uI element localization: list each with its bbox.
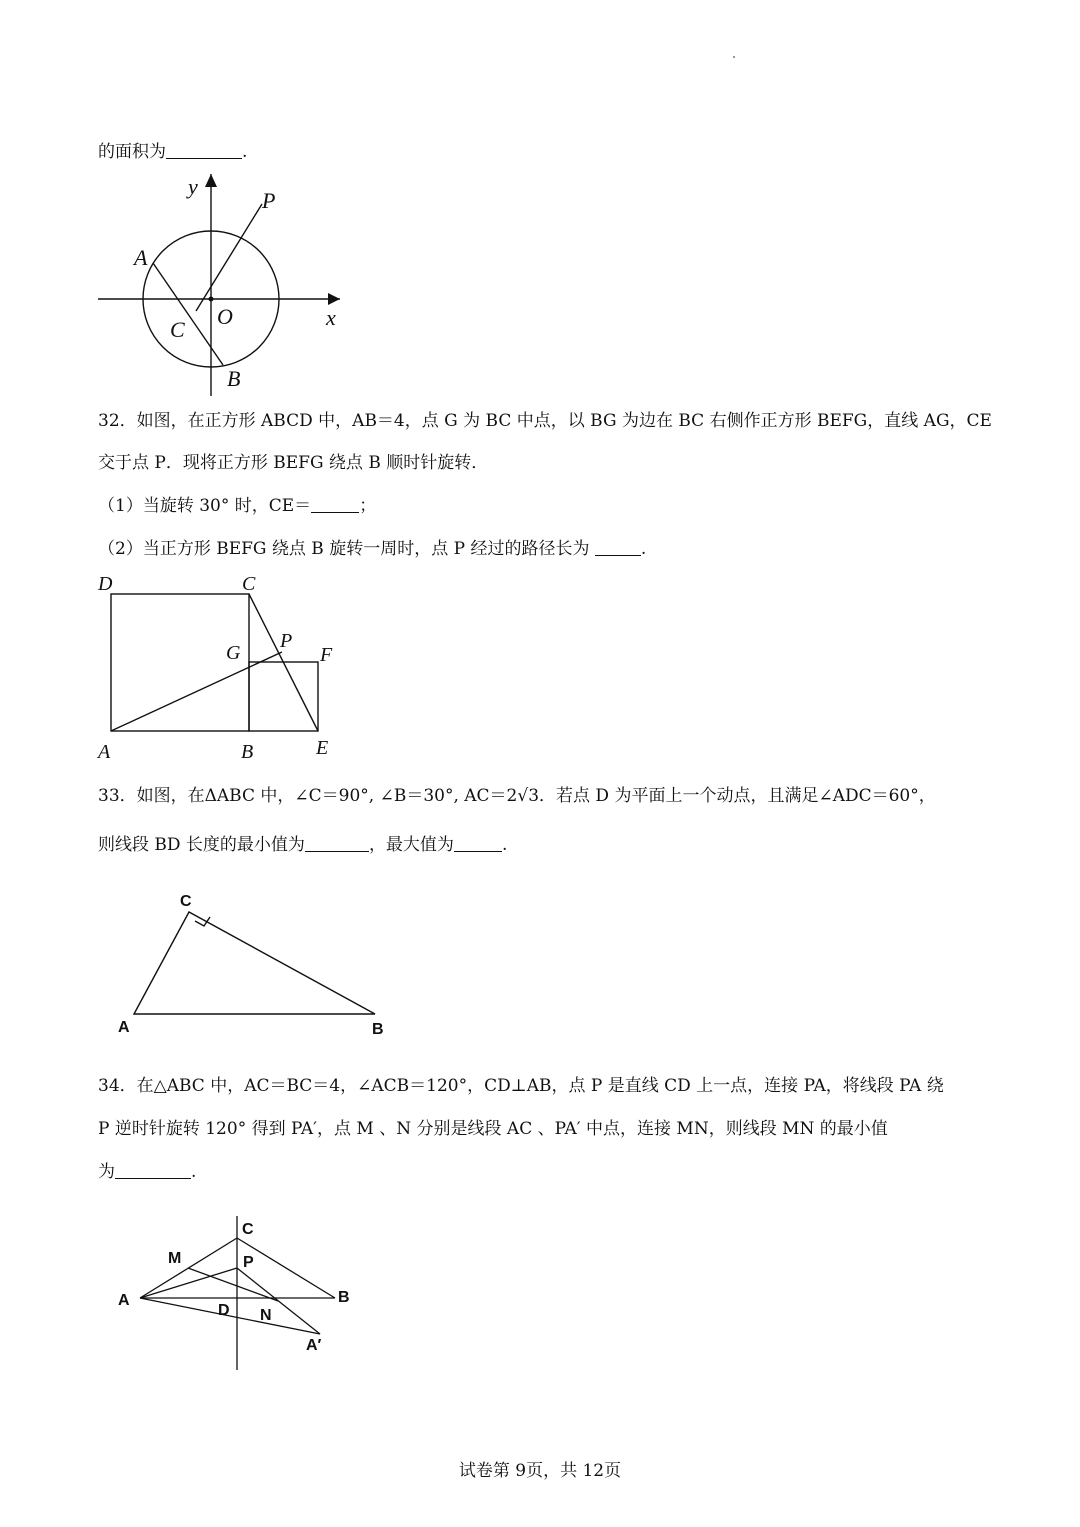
label-a: A (134, 245, 148, 270)
label-x: x (326, 305, 336, 330)
q34-line1: 34．在△ABC 中，AC＝BC＝4，∠ACB＝120°，CD⊥AB，点 P 是直线 CD 上一点，连接 PA，将线段 PA 绕 (98, 1076, 944, 1096)
chord-ab (153, 263, 223, 365)
label-n: N (260, 1307, 272, 1324)
segment-ap (140, 1268, 237, 1298)
label-y: y (188, 174, 198, 199)
q31-figure (90, 168, 360, 398)
q33-line2: 则线段 BD 长度的最小值为 ，最大值为 . (98, 835, 508, 855)
segment-mn (188, 1268, 278, 1301)
q34-line3: 为 . (98, 1162, 197, 1182)
label-a: A (118, 1292, 130, 1309)
q32-line1: 32．如图，在正方形 ABCD 中，AB＝4，点 G 为 BC 中点，以 BG 为边在 BC 右侧作正方形 BEFG，直线 AG，CE (98, 411, 992, 431)
q32-part2-blank (595, 537, 641, 556)
q32-line2: 交于点 P．现将正方形 BEFG 绕点 B 顺时针旋转． (98, 453, 489, 473)
label-d: D (98, 573, 113, 595)
label-c: C (242, 573, 256, 595)
label-a-prime: A′ (306, 1337, 322, 1354)
q34-answer-blank (115, 1160, 191, 1179)
label-p: P (280, 630, 293, 652)
q32-part2: （2）当正方形 BEFG 绕点 B 旋转一周时，点 P 经过的路径长为 . (98, 539, 647, 559)
label-a: A (118, 1019, 130, 1036)
q33-figure (110, 884, 400, 1044)
q31-tail-line: 的面积为 . (98, 142, 248, 162)
triangle-abc (134, 912, 375, 1014)
q31-answer-blank (166, 140, 242, 159)
q32-figure (90, 568, 350, 764)
label-c: C (180, 893, 192, 910)
segment-pa2 (237, 1268, 320, 1334)
label-c: C (242, 1221, 254, 1238)
label-a: A (98, 741, 111, 763)
label-g: G (226, 642, 241, 664)
q33-min-blank (305, 833, 369, 852)
q33-line1: 33．如图，在ΔABC 中，∠C＝90°, ∠B＝30°, AC＝2√3．若点 D 为平面上一个动点，且满足∠ADC＝60°， (98, 786, 936, 806)
right-angle-mark (195, 917, 210, 926)
label-b: B (241, 741, 254, 763)
q32-part1-blank (311, 494, 359, 513)
label-e: E (316, 737, 329, 759)
page-footer: 试卷第 9页，共 12页 (458, 1461, 622, 1481)
ray-p (196, 204, 262, 311)
y-arrow (205, 174, 217, 187)
label-d: D (218, 1302, 230, 1319)
label-m: M (168, 1250, 182, 1267)
q31-tail-text: 的面积为 (98, 142, 166, 162)
q33-max-blank (454, 833, 502, 852)
q34-figure (110, 1210, 370, 1375)
segment-aa2 (140, 1298, 320, 1334)
label-f: F (320, 644, 333, 666)
label-o: O (217, 304, 233, 329)
label-p: P (262, 188, 276, 213)
origin-point (209, 297, 214, 302)
x-arrow (328, 293, 340, 305)
label-c: C (170, 317, 185, 342)
square-befg (249, 662, 318, 731)
q32-part1: （1）当旋转 30° 时，CE＝ ； (98, 496, 377, 516)
q34-line2: P 逆时针旋转 120° 得到 PA′，点 M 、N 分别是线段 AC 、PA′ 中点，连接 MN，则线段 MN 的最小值 (98, 1119, 888, 1139)
label-b: B (338, 1289, 350, 1306)
label-p: P (243, 1254, 254, 1271)
scan-dot (733, 56, 735, 58)
label-b: B (372, 1021, 384, 1038)
label-b: B (227, 366, 241, 391)
line-ag (111, 652, 282, 731)
